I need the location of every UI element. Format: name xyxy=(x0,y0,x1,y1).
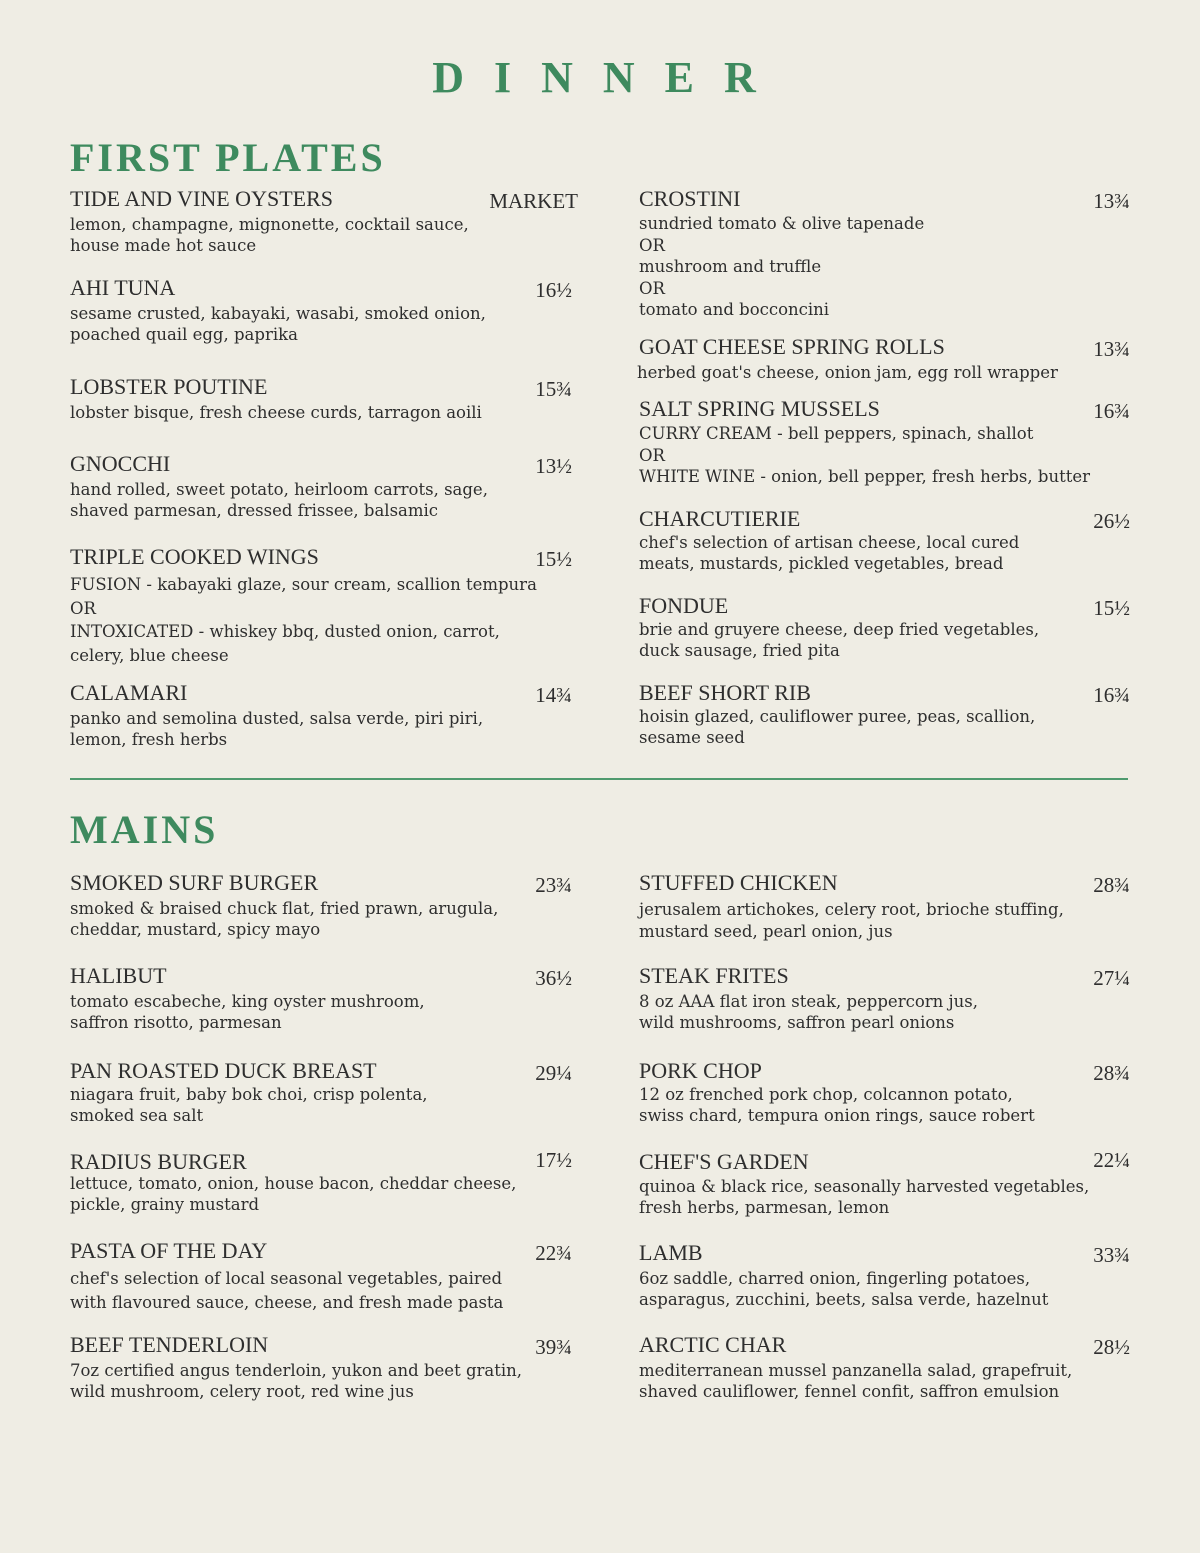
item-description: sundried tomato & olive tapenade OR mushroom and truffle OR tomato and bocconcini xyxy=(639,214,925,319)
item-name: CHARCUTIERIE xyxy=(639,506,801,531)
item-price: 23¾ xyxy=(535,873,572,897)
item-name: SALT SPRING MUSSELS xyxy=(639,396,880,421)
menu-item xyxy=(639,1149,1130,1218)
item-price: 33¾ xyxy=(1093,1243,1130,1267)
item-name: BEEF SHORT RIB xyxy=(639,680,811,705)
menu-item xyxy=(639,186,1130,321)
item-description: lobster bisque, fresh cheese curds, tarragon aoili xyxy=(70,403,482,422)
item-name: CALAMARI xyxy=(70,680,188,705)
item-name: PORK CHOP xyxy=(639,1058,762,1083)
menu-item xyxy=(70,963,572,1033)
item-name: CHEF'S GARDEN xyxy=(639,1149,809,1174)
item-description: smoked & braised chuck flat, fried prawn, arugula, cheddar, mustard, spicy mayo xyxy=(70,899,499,939)
menu-item xyxy=(70,1058,572,1126)
item-price: 16½ xyxy=(535,278,572,302)
section-heading-mains: MAINS xyxy=(70,807,219,852)
item-price: 22¼ xyxy=(1093,1148,1130,1172)
item-price: 28¾ xyxy=(1093,1061,1130,1085)
item-name: LOBSTER POUTINE xyxy=(70,374,268,399)
item-price: 17½ xyxy=(535,1148,572,1172)
item-description: chef's selection of local seasonal vegetables, paired with flavoured sauce, cheese, and fresh made pasta xyxy=(70,1269,504,1312)
item-price: 15¾ xyxy=(535,377,572,401)
menu-item xyxy=(639,593,1130,661)
item-price: 29¼ xyxy=(535,1061,572,1085)
item-name: RADIUS BURGER xyxy=(70,1149,247,1174)
item-name: HALIBUT xyxy=(70,963,167,988)
menu-item xyxy=(639,396,1130,488)
item-name: PAN ROASTED DUCK BREAST xyxy=(70,1058,377,1083)
item-name: AHI TUNA xyxy=(70,275,176,300)
menu-item xyxy=(639,334,1130,384)
menu-item xyxy=(70,680,572,750)
item-price: 13¾ xyxy=(1093,337,1130,361)
item-price: 15½ xyxy=(535,547,572,571)
menu-item xyxy=(639,506,1130,574)
item-description: niagara fruit, baby bok choi, crisp polenta, smoked sea salt xyxy=(70,1085,428,1125)
menu-item xyxy=(639,963,1130,1033)
item-description: hand rolled, sweet potato, heirloom carrots, sage, shaved parmesan, dressed frissee, balsamic xyxy=(70,480,488,520)
item-description: quinoa & black rice, seasonally harvested vegetables, fresh herbs, parmesan, lemon xyxy=(639,1177,1090,1217)
menu-item xyxy=(639,1332,1130,1402)
item-name: CROSTINI xyxy=(639,186,741,211)
menu-item xyxy=(70,275,572,345)
menu-item xyxy=(70,1149,572,1215)
item-name: SMOKED SURF BURGER xyxy=(70,870,319,895)
item-description: CURRY CREAM - bell peppers, spinach, shallot OR WHITE WINE - onion, bell pepper, fresh herbs, butter xyxy=(639,424,1090,486)
item-price: 22¾ xyxy=(535,1241,572,1265)
item-name: TIDE AND VINE OYSTERS xyxy=(70,186,333,211)
section-divider xyxy=(70,778,1128,780)
item-price: 14¾ xyxy=(535,683,572,707)
menu-item xyxy=(70,186,578,256)
item-description: herbed goat's cheese, onion jam, egg roll wrapper xyxy=(637,363,1058,382)
item-price: 13¾ xyxy=(1093,189,1130,213)
item-name: GNOCCHI xyxy=(70,451,171,476)
item-description: mediterranean mussel panzanella salad, grapefruit, shaved cauliflower, fennel confit, saffron emulsion xyxy=(639,1361,1073,1401)
item-price: 16¾ xyxy=(1093,399,1130,423)
menu-item xyxy=(70,544,572,667)
menu-item xyxy=(70,1238,572,1314)
menu-item xyxy=(639,1058,1130,1126)
item-description: 12 oz frenched pork chop, colcannon potato, swiss chard, tempura onion rings, sauce robert xyxy=(639,1085,1035,1125)
item-price: 28½ xyxy=(1093,1335,1130,1359)
item-description: hoisin glazed, cauliflower puree, peas, scallion, sesame seed xyxy=(639,707,1036,747)
item-name: BEEF TENDERLOIN xyxy=(70,1332,269,1357)
item-description: panko and semolina dusted, salsa verde, piri piri, lemon, fresh herbs xyxy=(70,709,484,749)
item-name: STUFFED CHICKEN xyxy=(639,870,838,895)
menu-item xyxy=(639,680,1130,748)
menu-item xyxy=(70,870,572,940)
item-price: 39¾ xyxy=(535,1335,572,1359)
item-description: tomato escabeche, king oyster mushroom, saffron risotto, parmesan xyxy=(70,992,425,1032)
page-title: DINNER xyxy=(432,53,786,102)
menu-item xyxy=(70,1332,572,1402)
item-price: 36½ xyxy=(535,966,572,990)
item-description: sesame crusted, kabayaki, wasabi, smoked onion, poached quail egg, paprika xyxy=(70,304,486,344)
item-description: 7oz certified angus tenderloin, yukon and beet gratin, wild mushroom, celery root, red wine jus xyxy=(70,1361,523,1401)
item-description: chef's selection of artisan cheese, local cured meats, mustards, pickled vegetables, bread xyxy=(639,533,1020,573)
menu-item xyxy=(70,451,572,521)
item-description: lettuce, tomato, onion, house bacon, cheddar cheese, pickle, grainy mustard xyxy=(70,1174,517,1214)
item-price: MARKET xyxy=(489,189,578,213)
item-name: TRIPLE COOKED WINGS xyxy=(70,544,319,569)
item-name: FONDUE xyxy=(639,593,729,618)
item-description: brie and gruyere cheese, deep fried vegetables, duck sausage, fried pita xyxy=(639,620,1040,660)
item-price: 16¾ xyxy=(1093,683,1130,707)
item-price: 28¾ xyxy=(1093,873,1130,897)
item-price: 27¼ xyxy=(1093,966,1130,990)
item-description: jerusalem artichokes, celery root, brioche stuffing, mustard seed, pearl onion, jus xyxy=(639,900,1064,941)
item-price: 26½ xyxy=(1093,509,1130,533)
item-description: 8 oz AAA flat iron steak, peppercorn jus, wild mushrooms, saffron pearl onions xyxy=(639,992,978,1032)
item-name: GOAT CHEESE SPRING ROLLS xyxy=(639,334,945,359)
menu-item xyxy=(639,1240,1130,1310)
item-name: STEAK FRITES xyxy=(639,963,789,988)
item-description: lemon, champagne, mignonette, cocktail sauce, house made hot sauce xyxy=(70,215,469,255)
item-description: 6oz saddle, charred onion, fingerling potatoes, asparagus, zucchini, beets, salsa verde, hazelnut xyxy=(639,1269,1049,1309)
item-name: ARCTIC CHAR xyxy=(639,1332,787,1357)
section-heading-first-plates: FIRST PLATES xyxy=(70,135,386,180)
item-price: 15½ xyxy=(1093,596,1130,620)
item-description: FUSION - kabayaki glaze, sour cream, scallion tempura OR INTOXICATED - whiskey bbq, dusted onion, carrot, celery, blue cheese xyxy=(70,575,537,665)
item-name: LAMB xyxy=(639,1240,703,1265)
menu-item xyxy=(70,374,572,424)
item-name: PASTA OF THE DAY xyxy=(70,1238,268,1263)
menu-item xyxy=(639,870,1130,942)
item-price: 13½ xyxy=(535,454,572,478)
